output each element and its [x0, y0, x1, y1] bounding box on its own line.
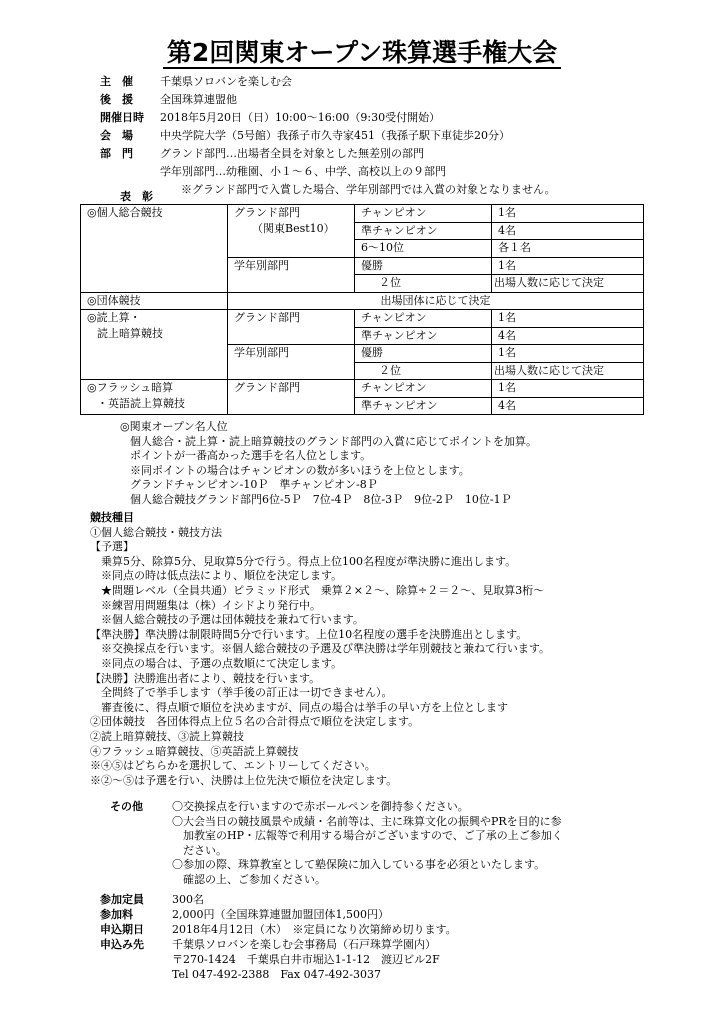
award-category-sub: 読上暗算競技 — [97, 327, 163, 340]
other-section — [172, 800, 563, 888]
table-cell — [81, 310, 228, 380]
table-cell — [81, 380, 228, 415]
table-cell: 4名 — [492, 222, 644, 240]
award-category: ◎読上算・ — [87, 311, 141, 324]
footer-label: 申込み先 — [100, 938, 144, 951]
info-value: 2018年5月20日（日）10:00～16:00（9:30受付開始） — [160, 111, 441, 124]
other-line: 〇大会当日の競技風景や成績・名前等は、主に珠算文化の振興やPRを目的に参 — [172, 814, 562, 828]
info-label: 主 催 — [100, 75, 133, 88]
table-cell: 1名 — [492, 345, 644, 363]
other-line: 〇交換採点を行いますので赤ボールペンを御持参ください。 — [172, 800, 469, 813]
table-cell: グランド部門 — [228, 380, 355, 415]
events-section — [90, 511, 550, 788]
table-cell: グランド部門 — [228, 310, 355, 345]
events-line: 【決勝】決勝進出者により、競技を行います。 — [90, 671, 321, 685]
events-line: ★問題レベル（全員共通）ピラミッド形式 乗算２×２～、除算÷２＝２～、見取算3桁～ — [90, 583, 545, 597]
division-line: 学年別部門…幼稚園、小１～６、中学、高校以上の９部門 — [160, 165, 446, 178]
footer-value: 300名 — [172, 893, 204, 906]
events-line: ④フラッシュ暗算競技、⑤英語読上算競技 — [90, 744, 299, 758]
award-category-sub: ・英語読上算競技 — [97, 397, 185, 410]
other-line: ださい。 — [172, 843, 227, 857]
info-row-division — [100, 147, 424, 162]
events-line: ※個人総合競技の予選は団体競技を兼ねて行います。 — [90, 613, 364, 627]
ranking-line: 個人総合競技グランド部門6位-5Ｐ 7位-4Ｐ 8位-3Ｐ 9位-2Ｐ 10位-1Ｐ — [130, 492, 512, 506]
footer-row-capacity — [100, 893, 204, 908]
awards-table — [80, 204, 644, 415]
table-cell: 出場人数に応じて決定 — [492, 275, 644, 293]
info-row-support — [100, 93, 237, 108]
table-cell: チャンピオン — [355, 380, 492, 398]
table-cell: 準チャンピオン — [355, 327, 492, 345]
award-division: グランド部門 — [234, 206, 300, 219]
ranking-section — [120, 420, 537, 508]
footer-value: 2018年4月12日（木） ※定員になり次第締め切ります。 — [172, 923, 457, 936]
footer-row-apply — [100, 938, 436, 953]
info-label: 会 場 — [100, 129, 133, 142]
table-row — [81, 292, 644, 310]
other-line: 加教室のHP・広報等で利用する場合がございますので、ご了承の上ご参加く — [172, 829, 563, 843]
footer-label: 参加定員 — [100, 893, 144, 906]
page-title — [0, 38, 724, 68]
address-line: 〒270-1424 千葉県白井市堀込1-1-12 渡辺ビル2F — [172, 953, 440, 966]
events-line: ②読上暗算競技、③読上算競技 — [90, 729, 244, 743]
page-title-text: 第2回関東オープン珠算選手権大会 — [163, 38, 561, 69]
table-cell: 1名 — [492, 310, 644, 328]
ranking-line: 個人総合・読上算・読上暗算競技のグランド部門の入賞に応じてポイントを加算。 — [130, 434, 537, 448]
events-line: ※練習用問題集は（株）イシドより発行中。 — [90, 598, 321, 612]
awards-label: 表 彰 — [120, 190, 153, 203]
ranking-line: グランドチャンピオン-10Ｐ 準チャンピオン-8Ｐ — [130, 478, 378, 492]
other-line: 確認の上、ご参加ください。 — [172, 872, 326, 886]
division-note: ※グランド部門で入賞した場合、学年別部門では入賞の対象となりません。 — [181, 183, 556, 196]
events-line: ※同点の時は低点法により、順位を決定します。 — [90, 569, 343, 583]
table-cell: チャンピオン — [355, 310, 492, 328]
other-label: その他 — [110, 800, 143, 813]
info-label: 後 援 — [100, 93, 133, 106]
table-cell: 優勝 — [355, 345, 492, 363]
table-cell: ２位 — [355, 275, 492, 293]
award-division-sub: （関東Best10） — [252, 222, 335, 235]
footer-row-deadline — [100, 923, 457, 938]
info-label: 部 門 — [100, 147, 133, 160]
info-value: 千葉県ソロバンを楽しむ会 — [160, 75, 292, 88]
table-cell: 1名 — [492, 205, 644, 223]
table-cell: 準チャンピオン — [355, 222, 492, 240]
info-row-venue — [100, 129, 510, 144]
table-cell — [81, 205, 228, 293]
contact-line: Tel 047-492-2388 Fax 047-492-3037 — [172, 968, 381, 981]
events-line: ※同点の場合は、予選の点数順にて決定します。 — [90, 656, 343, 670]
footer-row-fee — [100, 908, 389, 923]
footer-value: 千葉県ソロバンを楽しむ会事務局（石戸珠算学園内） — [172, 938, 436, 951]
table-cell: 4名 — [492, 397, 644, 415]
info-label: 開催日時 — [100, 111, 144, 124]
info-row-datetime — [100, 111, 440, 126]
info-value: グランド部門…出場者全員を対象とした無差別の部門 — [160, 147, 424, 160]
events-line: ※交換採点を行います。※個人総合競技の予選及び準決勝は学年別競技と兼ねて行います。 — [90, 642, 550, 656]
info-row-organizer — [100, 75, 292, 90]
table-cell: 学年別部門 — [228, 345, 355, 380]
table-row — [81, 310, 644, 328]
award-category: ◎個人総合競技 — [87, 206, 163, 219]
info-value: 全国珠算連盟他 — [160, 93, 237, 106]
award-category: ◎フラッシュ暗算 — [87, 381, 174, 394]
table-cell: ◎団体競技 — [81, 292, 228, 310]
info-value: 中央学院大学（5号館）我孫子市久寺家451（我孫子駅下車徒歩20分） — [160, 129, 510, 142]
table-cell: 1名 — [492, 380, 644, 398]
ranking-line: ポイントが一番高かった選手を名人位とします。 — [130, 449, 372, 463]
events-line: ※②～⑤は予選を行い、決勝は上位先決で順位を決定します。 — [90, 773, 398, 787]
events-line: ②団体競技 各団体得点上位５名の合計得点で順位を決定します。 — [90, 715, 420, 729]
table-cell: 各１名 — [492, 240, 644, 258]
events-line: 【予選】 — [90, 540, 134, 554]
events-line: ※④⑤はどちらかを選択して、エントリーしてください。 — [90, 759, 376, 773]
events-line: 審査後に、得点順で順位を決めますが、同点の場合は挙手の早い方を上位とします — [90, 700, 508, 714]
table-cell: ２位 — [355, 362, 492, 380]
table-cell: 優勝 — [355, 257, 492, 275]
ranking-line: ※同ポイントの場合はチャンピオンの数が多いほうを上位とします。 — [130, 463, 470, 477]
table-cell: 学年別部門 — [228, 257, 355, 292]
events-line: 全問終了で挙手します（挙手後の訂正は一切できません）。 — [90, 686, 393, 700]
footer-value: 2,000円（全国珠算連盟加盟団体1,500円） — [172, 908, 389, 921]
table-cell: 1名 — [492, 257, 644, 275]
footer-label: 参加料 — [100, 908, 133, 921]
events-line: ①個人総合競技・競技方法 — [90, 525, 222, 539]
table-row — [81, 380, 644, 398]
table-cell: 6～10位 — [355, 240, 492, 258]
table-cell: 4名 — [492, 327, 644, 345]
table-cell: 出場団体に応じて決定 — [228, 292, 644, 310]
ranking-title: ◎関東オープン名人位 — [120, 420, 228, 433]
footer-label: 申込期日 — [100, 923, 144, 936]
table-cell: チャンピオン — [355, 205, 492, 223]
table-cell — [228, 205, 355, 258]
events-line: 【準決勝】準決勝は制限時間5分で行います。上位10名程度の選手を決勝進出とします。 — [90, 627, 528, 641]
events-line: 乗算5分、除算5分、見取算5分で行う。得点上位100名程度が準決勝に進出します。 — [90, 554, 517, 568]
other-line: 〇参加の際、珠算教室として塾保険に加入している事を必須といたします。 — [172, 858, 546, 872]
table-row — [81, 205, 644, 223]
events-title: 競技種目 — [90, 511, 134, 524]
table-cell: 出場人数に応じて決定 — [492, 362, 644, 380]
table-cell: 準チャンピオン — [355, 397, 492, 415]
